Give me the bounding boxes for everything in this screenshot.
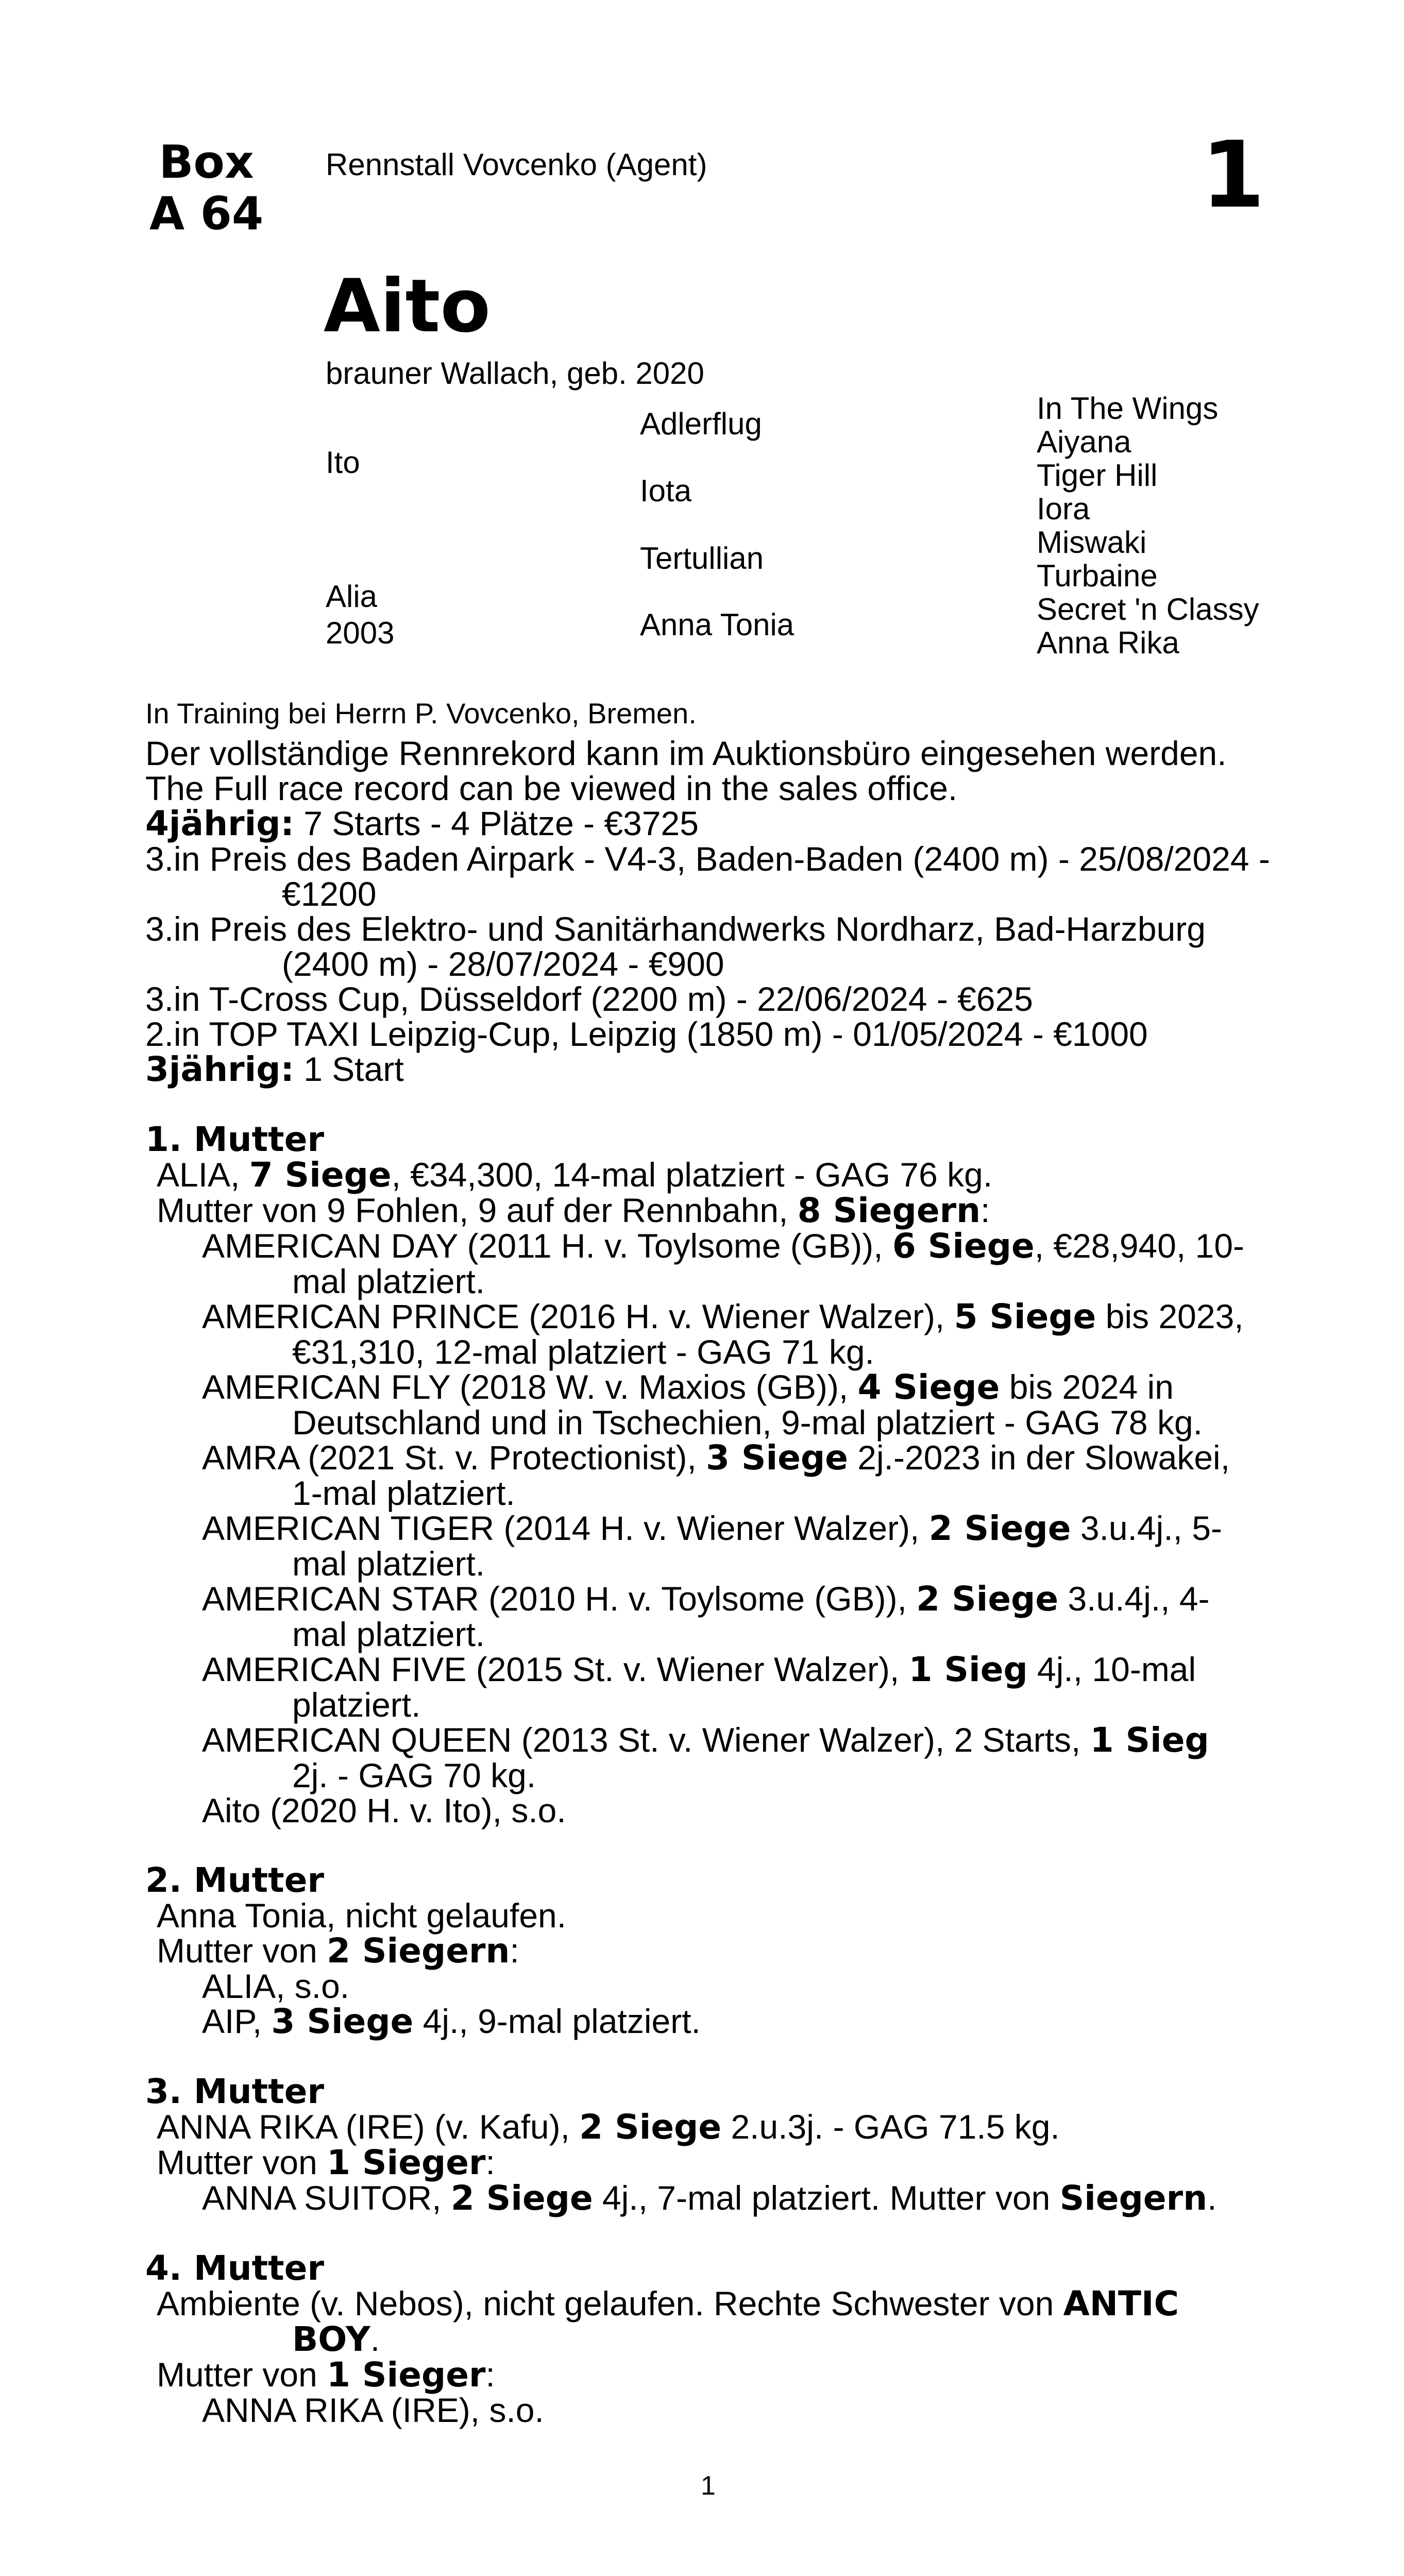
record-note-de: Der vollständige Rennrekord kann im Auktionsbüro eingesehen werden. bbox=[145, 734, 1227, 772]
offspring-entry: AMERICAN FIVE (2015 St. v. Wiener Walzer), 1 Sieg 4j., 10-mal bbox=[202, 1650, 1196, 1689]
dam-section-title: 2. Mutter bbox=[145, 1860, 325, 1900]
result-line: 2.in TOP TAXI Leipzig-Cup, Leipzig (1850 m) - 01/05/2024 - €1000 bbox=[145, 1015, 1148, 1053]
bold-text: 5 Siege bbox=[954, 1297, 1096, 1336]
offspring-entry: AMERICAN FLY (2018 W. v. Maxios (GB)), 4 Siege bis 2024 in bbox=[202, 1367, 1174, 1407]
pedigree-sire-dam: Iota bbox=[640, 473, 692, 508]
offspring-entry-cont: Deutschland und in Tschechien, 9-mal platziert - GAG 78 kg. bbox=[292, 1403, 1203, 1442]
bold-text: 4 Siege bbox=[857, 1367, 1000, 1407]
offspring-entry: AMERICAN DAY (2011 H. v. Toylsome (GB)), 6 Siege, €28,940, 10- bbox=[202, 1226, 1245, 1266]
box-line-1: Box bbox=[159, 135, 254, 189]
bold-text: 7 Siege bbox=[249, 1155, 392, 1195]
pedigree-g3-1: In The Wings bbox=[1037, 391, 1219, 426]
horse-description: brauner Wallach, geb. 2020 bbox=[326, 356, 704, 391]
dam-summary: ALIA, 7 Siege, €34,300, 14-mal platziert - GAG 76 kg. bbox=[157, 1155, 993, 1195]
offspring-entry: AMERICAN QUEEN (2013 St. v. Wiener Walzer), 2 Starts, 1 Sieg bbox=[202, 1720, 1209, 1760]
offspring-entry: ANNA SUITOR, 2 Siege 4j., 7-mal platziert. Mutter von Siegern. bbox=[202, 2178, 1217, 2218]
offspring-entry: AMERICAN STAR (2010 H. v. Toylsome (GB)), 2 Siege 3.u.4j., 4- bbox=[202, 1579, 1210, 1619]
offspring-entry: AMERICAN TIGER (2014 H. v. Wiener Walzer), 2 Siege 3.u.4j., 5- bbox=[202, 1509, 1223, 1548]
pedigree-g3-4: Iora bbox=[1037, 492, 1090, 526]
bold-text: 3 Siege bbox=[706, 1438, 848, 1478]
produce-intro: Mutter von 1 Sieger: bbox=[157, 2355, 495, 2395]
offspring-entry-cont: 2j. - GAG 70 kg. bbox=[292, 1756, 536, 1794]
dam-sections bbox=[145, 1122, 1274, 2428]
pedigree-sire-sire: Adlerflug bbox=[640, 406, 762, 441]
bold-text: 2 Siege bbox=[450, 2178, 593, 2218]
bold-text: 3 Siege bbox=[271, 2002, 414, 2041]
offspring-entry-cont: mal platziert. bbox=[292, 1615, 485, 1653]
dam-section-title: 1. Mutter bbox=[145, 1120, 325, 1159]
result-line: 3.in Preis des Elektro- und Sanitärhandwerks Nordharz, Bad-Harzburg bbox=[145, 910, 1206, 948]
offspring-entry: Aito (2020 H. v. Ito), s.o. bbox=[202, 1791, 566, 1829]
result-line-cont: €1200 bbox=[282, 875, 377, 913]
pedigree-g3-8: Anna Rika bbox=[1037, 625, 1179, 660]
offspring-entry-cont: €31,310, 12-mal platziert - GAG 71 kg. bbox=[292, 1333, 874, 1371]
produce-intro: Mutter von 2 Siegern: bbox=[157, 1931, 519, 1971]
age4-label: 4jährig: bbox=[145, 804, 294, 843]
produce-intro: Mutter von 1 Sieger: bbox=[157, 2143, 495, 2182]
offspring-entry: ANNA RIKA (IRE), s.o. bbox=[202, 2391, 544, 2429]
bold-text: 1 Sieg bbox=[908, 1650, 1028, 1689]
pedigree-g3-5: Miswaki bbox=[1037, 525, 1147, 560]
dam-summary: ANNA RIKA (IRE) (v. Kafu), 2 Siege 2.u.3j. - GAG 71.5 kg. bbox=[157, 2107, 1060, 2147]
bold-text: 2 Siege bbox=[928, 1509, 1071, 1548]
bold-text: 8 Siegern bbox=[797, 1191, 981, 1230]
stable-name: Rennstall Vovcenko (Agent) bbox=[326, 147, 707, 182]
pedigree-dam-dam: Anna Tonia bbox=[640, 607, 794, 642]
training-note: In Training bei Herrn P. Vovcenko, Bremen. bbox=[145, 697, 697, 730]
age3-summary: 3jährig: 1 Start bbox=[145, 1049, 404, 1089]
pedigree-g3-7: Secret 'n Classy bbox=[1037, 592, 1259, 626]
bold-text: 6 Siege bbox=[892, 1226, 1035, 1266]
bold-text: 2 Siege bbox=[579, 2107, 722, 2147]
offspring-entry-cont: mal platziert. bbox=[292, 1545, 485, 1583]
bold-text: 2 Siege bbox=[916, 1579, 1059, 1619]
result-line-cont: (2400 m) - 28/07/2024 - €900 bbox=[282, 945, 724, 983]
dam-summary: Ambiente (v. Nebos), nicht gelaufen. Rechte Schwester von ANTIC bbox=[157, 2284, 1179, 2324]
produce-intro: Mutter von 9 Fohlen, 9 auf der Rennbahn, 8 Siegern: bbox=[157, 1191, 990, 1230]
result-line: 3.in T-Cross Cup, Düsseldorf (2200 m) - 22/06/2024 - €625 bbox=[145, 980, 1033, 1018]
offspring-entry: AMRA (2021 St. v. Protectionist), 3 Siege 2j.-2023 in der Slowakei, bbox=[202, 1438, 1230, 1478]
pedigree-dam-sire: Tertullian bbox=[640, 541, 764, 575]
offspring-entry-cont: platziert. bbox=[292, 1686, 421, 1724]
bold-text: 1 Sieg bbox=[1090, 1720, 1209, 1760]
pedigree-g3-2: Aiyana bbox=[1037, 425, 1131, 459]
horse-name: Aito bbox=[324, 264, 491, 349]
page-number: 1 bbox=[701, 2471, 716, 2501]
dam-section-title: 3. Mutter bbox=[145, 2072, 325, 2111]
dam-summary: BOY. bbox=[292, 2319, 380, 2359]
pedigree-dam-year: 2003 bbox=[326, 616, 395, 650]
pedigree-g3-3: Tiger Hill bbox=[1037, 458, 1158, 493]
bold-text: BOY bbox=[292, 2319, 370, 2359]
offspring-entry: AMERICAN PRINCE (2016 H. v. Wiener Walzer), 5 Siege bis 2023, bbox=[202, 1297, 1244, 1336]
box-label bbox=[149, 137, 263, 240]
age3-label: 3jährig: bbox=[145, 1049, 294, 1089]
dam-summary: Anna Tonia, nicht gelaufen. bbox=[157, 1896, 567, 1935]
dam-section-title: 4. Mutter bbox=[145, 2248, 325, 2288]
bold-text: 2 Siegern bbox=[327, 1931, 510, 1971]
race-record bbox=[145, 736, 1274, 2428]
bold-text: 1 Sieger bbox=[327, 2355, 486, 2395]
pedigree-sire: Ito bbox=[326, 445, 360, 480]
offspring-entry: AIP, 3 Siege 4j., 9-mal platziert. bbox=[202, 2002, 701, 2041]
pedigree-g3-6: Turbaine bbox=[1037, 558, 1158, 593]
bold-text: 1 Sieger bbox=[327, 2143, 486, 2182]
pedigree-dam: Alia bbox=[326, 579, 378, 614]
offspring-entry-cont: 1-mal platziert. bbox=[292, 1474, 515, 1512]
bold-text: ANTIC bbox=[1063, 2284, 1179, 2324]
bold-text: Siegern bbox=[1059, 2178, 1208, 2218]
box-line-2: A 64 bbox=[149, 187, 264, 240]
record-note-en: The Full race record can be viewed in the sales office. bbox=[145, 769, 958, 807]
age4-summary: 4jährig: 7 Starts - 4 Plätze - €3725 bbox=[145, 804, 699, 843]
offspring-entry-cont: mal platziert. bbox=[292, 1262, 485, 1300]
result-line: 3.in Preis des Baden Airpark - V4-3, Baden-Baden (2400 m) - 25/08/2024 - bbox=[145, 840, 1270, 878]
offspring-entry: ALIA, s.o. bbox=[202, 1967, 350, 2005]
lot-number: 1 bbox=[1201, 122, 1265, 228]
